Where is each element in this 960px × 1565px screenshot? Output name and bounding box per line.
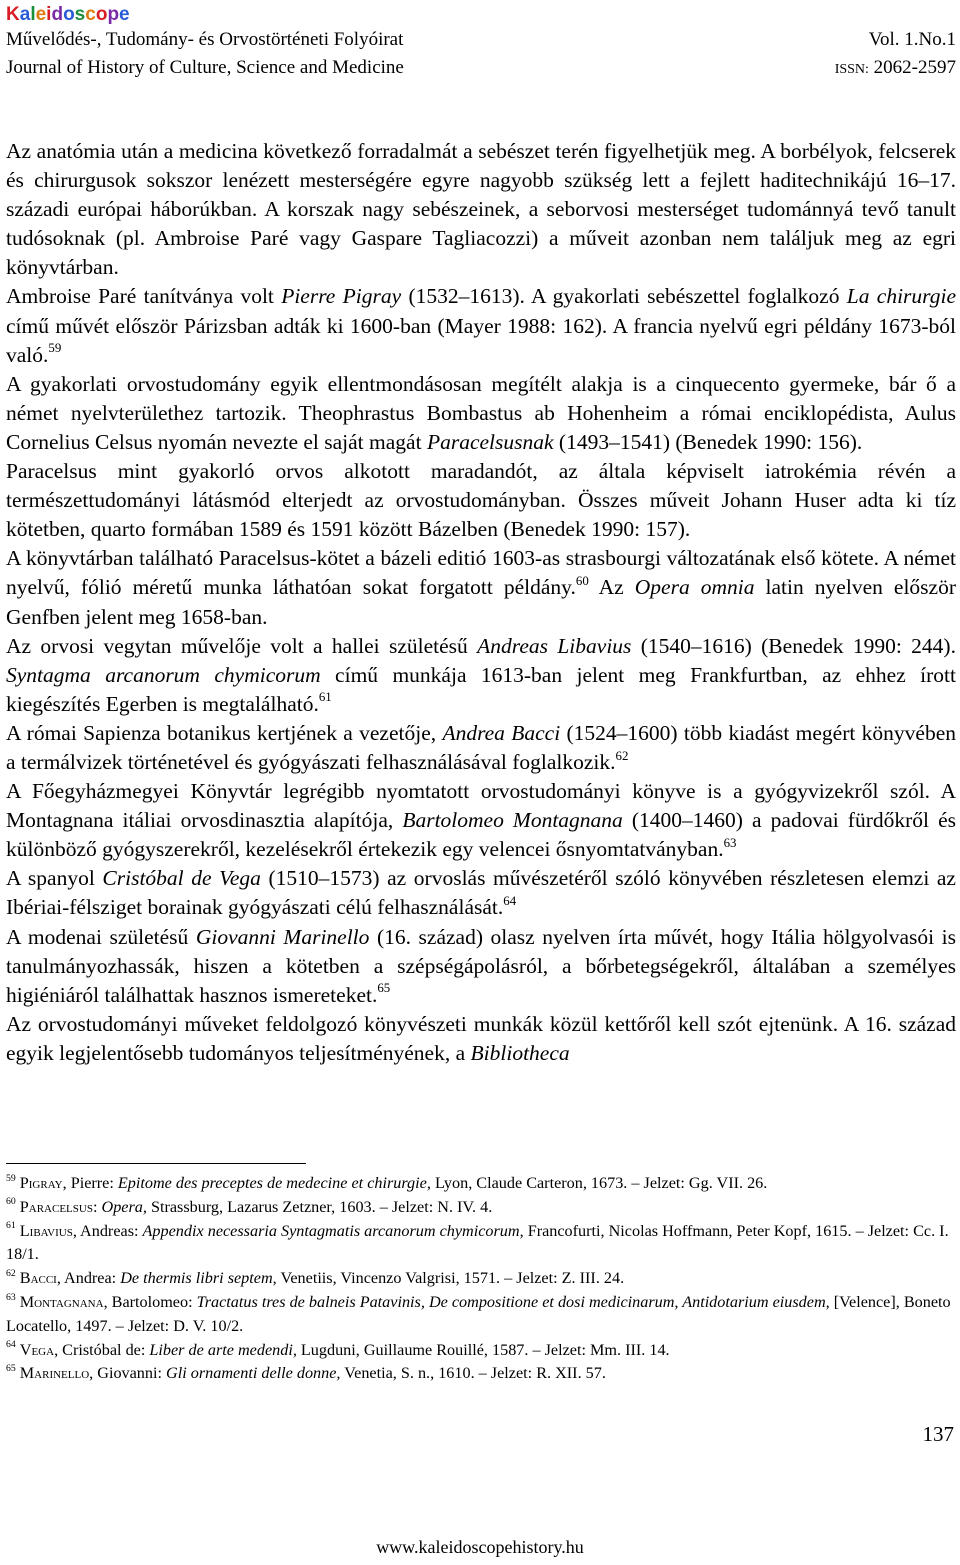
text-run: Venetia, S. n., 1610. – Jelzet: R. XII. 57. — [340, 1364, 606, 1383]
italic-title: Appendix necessaria Syntagmatis arcanorum chymicorum, — [142, 1221, 524, 1240]
italic-title: Giovanni Marinello — [195, 924, 370, 949]
text-run: Az — [588, 575, 635, 600]
text-run: : — [92, 1197, 102, 1216]
text-run: A könyvtárban található Paracelsus-kötet a bázeli editió 1603-as strasbourgi változatának első kötete. A német nyelvű, fólió méretű munka láthatóan sokat forgatott példány. — [6, 546, 956, 600]
text-run: (1532–1613). A gyakorlati sebészettel foglalkozó — [401, 284, 847, 309]
text-run: Francofurti, Nicolas Hoffmann, Peter Kopf, 1615. – Jelzet: Cc. I. 18/1. — [6, 1221, 949, 1264]
text-run: című művét először Párizsban adták ki 1600-ban (Mayer 1988: 162). A francia nyelvű egri példány 1673-ból való. — [6, 313, 956, 367]
author-name: Bacci — [19, 1269, 57, 1288]
paragraph — [6, 632, 956, 719]
author-name: Marinello — [19, 1364, 90, 1383]
article-body — [6, 137, 956, 1068]
footnote-ref: 60 — [575, 573, 589, 588]
text-run: Paracelsus mint gyakorló orvos alkotott maradandót, az általa képviselt iatrokémia révén a természettudományi látásmód elterjedt az orvostudományban. Összes műveit Johann Huser adta ki tíz kötetben, quarto formában 1589 és 1591 között Bázelben (Benedek 1990: 157). — [6, 459, 956, 542]
issn-value: 2062-2597 — [873, 57, 956, 78]
footnote-ref: 59 — [6, 1172, 16, 1184]
volume-label: Vol. 1.No.1 — [868, 29, 956, 50]
footnote-ref: 62 — [615, 748, 629, 763]
italic-title: La chirurgie — [846, 284, 956, 309]
text-run: , Pierre: — [62, 1174, 118, 1192]
issn-label: ISSN: — [834, 62, 869, 77]
footer-url: www.kaleidoscopehistory.hu — [376, 1537, 584, 1557]
paragraph — [6, 923, 956, 1010]
logo-letter: o — [63, 4, 75, 25]
logo-letter: K — [6, 4, 20, 25]
paragraph — [6, 544, 956, 631]
italic-title: Andreas Libavius — [477, 633, 632, 658]
paragraph — [6, 137, 956, 282]
author-name: Pigray — [19, 1174, 63, 1192]
header-row-en — [6, 54, 956, 84]
text-run: , Bartolomeo: — [103, 1292, 197, 1311]
logo-letter: p — [107, 4, 120, 25]
italic-title: Bartolomeo Montagnana — [402, 808, 623, 833]
author-name: Paracelsus — [19, 1197, 93, 1216]
footnotes — [6, 1172, 956, 1386]
text-run: (1493–1541) (Benedek 1990: 156). — [553, 429, 863, 454]
italic-title: Opera omnia — [634, 575, 755, 600]
text-run: Az orvostudományi műveket feldolgozó könyvészeti munkák közül kettőről kell szót ejtenünk. A 16. század egyik legjelentősebb tudományos teljesítményének, a — [6, 1011, 956, 1065]
text-run: című munkája 1613-ban jelent meg Frankfurtban, az ehhez írott kiegészítés Egerben is megtalálható. — [6, 662, 956, 716]
logo-letter: c — [85, 4, 96, 25]
text-run: , Giovanni: — [89, 1364, 167, 1383]
text-run: , Andrea: — [56, 1269, 121, 1288]
footnote-ref: 63 — [6, 1291, 16, 1303]
italic-title: Tractatus tres de balneis Patavinis, De compositione et dosi medicinarum, Antidotarium eiusdem, — [196, 1292, 830, 1311]
page-number: 137 — [922, 1422, 954, 1446]
footnote — [6, 1220, 956, 1268]
footnote-ref: 61 — [6, 1220, 16, 1232]
italic-title: Paracelsusnak — [426, 429, 554, 454]
footnote-ref: 65 — [6, 1363, 16, 1375]
footnote — [6, 1196, 956, 1220]
text-run: Lyon, Claude Carteron, 1673. – Jelzet: Gg. VII. 26. — [430, 1174, 768, 1192]
text-run: [Velence], Boneto Locatello, 1497. – Jelzet: D. V. 10/2. — [6, 1292, 951, 1335]
journal-subtitle-en: Journal of History of Culture, Science and Medicine — [6, 57, 404, 78]
text-run: latin nyelven először Genfben jelent meg 1658-ban. — [6, 575, 956, 629]
text-run: Ambroise Paré tanítványa volt — [6, 284, 282, 309]
italic-title: Gli ornamenti delle donne, — [166, 1364, 341, 1383]
paragraph — [6, 719, 956, 777]
italic-title: Andrea Bacci — [442, 720, 561, 745]
italic-title: Pierre Pigray — [281, 284, 402, 309]
italic-title: Cristóbal de Vega — [102, 866, 261, 891]
logo-letter: a — [19, 4, 31, 25]
footnote-ref: 59 — [48, 341, 62, 356]
footnote-separator — [6, 1163, 306, 1164]
text-run: (1524–1600) több kiadást megért könyvében a termálvizek történetével és gyógyászati felhasználásával foglalkozik. — [6, 720, 957, 774]
footnote-ref: 64 — [6, 1339, 16, 1351]
author-name: Libavius — [19, 1221, 73, 1240]
footnote — [6, 1339, 956, 1363]
issn-block — [835, 54, 956, 84]
footnote — [6, 1267, 956, 1291]
paragraph — [6, 282, 956, 369]
footnote-ref: 65 — [377, 981, 391, 996]
text-run: Az orvosi vegytan művelője volt a hallei születésű — [6, 633, 478, 658]
italic-title: Epitome des preceptes de medecine et chirurgie, — [117, 1174, 431, 1192]
journal-header — [6, 4, 956, 84]
paragraph — [6, 457, 956, 544]
header-row-hu — [6, 26, 956, 54]
logo-letter: i — [46, 4, 52, 25]
text-run: (1510–1573) az orvoslás művészetéről szóló könyvében részletesen elemzi az Ibériai-félsziget borainak gyógyászati célú felhasználását. — [6, 866, 956, 920]
footnote-ref: 64 — [503, 894, 517, 908]
italic-title: Liber de arte medendi, — [149, 1340, 297, 1359]
logo-letter: l — [30, 4, 36, 25]
footnote-ref: 62 — [6, 1267, 16, 1279]
logo-letter: e — [119, 4, 130, 25]
text-run: A Főegyházmegyei Könyvtár legrégibb nyomtatott orvostudományi könyve is a gyógyvizekről szól. A Montagnana itáliai orvosdinasztia alapítója, — [6, 779, 956, 833]
journal-subtitle-hu: Művelődés-, Tudomány- és Orvostörténeti Folyóirat — [6, 29, 404, 50]
paragraph — [6, 777, 956, 864]
text-run: Venetiis, Vincenzo Valgrisi, 1571. – Jelzet: Z. III. 24. — [276, 1269, 625, 1288]
text-run: A gyakorlati orvostudomány egyik ellentmondásosan megítélt alakja is a cinquecento gyermeke, bár ő a német nyelvterülethez tartozik. Theophrastus Bombastus ab Hohenheim a római enciklopédista, Aulus Cornelius Celsus nyomán nevezte el saját magát — [6, 371, 956, 454]
text-run: (1540–1616) (Benedek 1990: 244). — [631, 633, 956, 658]
text-run: A római Sapienza botanikus kertjének a vezetője, — [6, 720, 443, 745]
footnote-ref: 61 — [318, 690, 332, 705]
footnote-ref: 60 — [6, 1196, 16, 1208]
text-run: (1400–1460) a padovai fürdőkről és különböző gyógyszerekről, kezelésekről értekezik egy velencei ősnyomtatványban. — [6, 808, 956, 862]
text-run: A modenai születésű — [6, 924, 196, 949]
footnote — [6, 1291, 956, 1339]
italic-title: Bibliotheca — [470, 1040, 570, 1065]
text-run: (16. század) olasz nyelven írta művét, hogy Itália hölgyolvasói is tanulmányozhassák, hiszen a kötetben a szépségápolásról, a bőrbetegségekről, általában a személyes higiéniáról találhattak hasznos ismereteket. — [6, 924, 956, 1007]
paragraph — [6, 370, 956, 457]
footnote-ref: 63 — [723, 835, 737, 850]
text-run: , Andreas: — [72, 1221, 143, 1240]
paragraph — [6, 864, 956, 922]
journal-logo — [6, 4, 956, 26]
paragraph — [6, 1010, 956, 1068]
logo-letter: s — [74, 4, 86, 25]
logo-letter: o — [95, 4, 108, 25]
italic-title: De thermis libri septem, — [120, 1269, 277, 1288]
logo-letter: e — [35, 4, 47, 25]
logo-letter: d — [51, 4, 64, 25]
text-run: Az anatómia után a medicina következő forradalmát a sebészet terén figyelhetjük meg. A borbélyok, felcserek és chirurgusok sokszor lenézett mesterségére egyre nagyobb szükség lett a fejlett haditechnikájú 16–17. századi európai háborúkban. A korszak nagy sebészeinek, a seborvosi mesterséget tudománnyá tevő tanult tudósoknak (pl. Ambroise Paré vagy Gaspare Tagliacozzi) a műveit azonban nem találjuk meg az egri könyvtárban. — [6, 139, 956, 280]
text-run: , Cristóbal de: — [54, 1340, 150, 1359]
text-run: Strassburg, Lazarus Zetzner, 1603. – Jelzet: N. IV. 4. — [146, 1197, 493, 1216]
text-run: A spanyol — [6, 866, 103, 891]
author-name: Vega — [19, 1340, 55, 1359]
text-run: Lugduni, Guillaume Rouillé, 1587. – Jelzet: Mm. III. 14. — [296, 1340, 670, 1359]
italic-title: Syntagma arcanorum chymicorum — [6, 662, 321, 687]
footnote — [6, 1172, 956, 1196]
author-name: Montagnana — [19, 1292, 104, 1311]
italic-title: Opera, — [101, 1197, 147, 1216]
footnote — [6, 1362, 956, 1386]
